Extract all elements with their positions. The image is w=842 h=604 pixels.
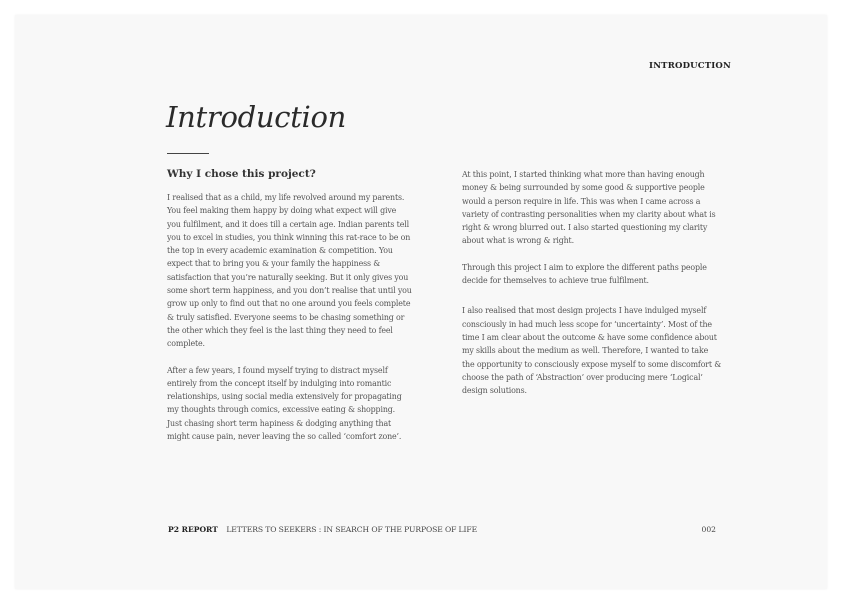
paragraph: At this point, I started thinking what more than having enough money & being surrounded by some good & supportive people would a person require in life. This was when I came across a variety of contrasting personalities when my clarity about what is right & wrong blurred out. I also started questioning my clarity about what is wrong & right.	[462, 170, 716, 246]
paragraph: Through this project I aim to explore the different paths people decide for themselves to achieve true fulfilment.	[462, 262, 707, 286]
section-subheading: Why I chose this project?	[167, 168, 316, 180]
footer-report-label: P2 REPORT	[168, 525, 218, 534]
paragraph: I realised that as a child, my life revolved around my parents. You feel making them happy by doing what expect will give you fulfilment, and it does till a certain age. Indian parents tell you to excel in studies, you think winning this rat-race to be on the top in every academic examination & competition. You expect that to bring you & your family the happiness & satisfaction that you’re naturally seeking. But it only gives you some short term happiness, and you don’t realise that until you grow up only to find out that no one around you feels complete & truly satisfied. Everyone seems to be chasing something or the other which they feel is the last thing they need to feel complete.	[167, 193, 412, 349]
page-title: Introduction	[166, 100, 347, 134]
running-header: INTRODUCTION	[649, 61, 731, 71]
page-footer	[168, 525, 716, 534]
left-text-column	[167, 191, 412, 443]
page-number: 002	[701, 525, 716, 534]
paragraph: I also realised that most design projects I have indulged myself consciously in had much less scope for ‘uncertainty’. Most of the time I am clear about the outcome & have some confidence about my skills about the medium as well. Therefore, I wanted to take the opportunity to consciously expose myself to some discomfort & choose the path of ‘Abstraction’ over producing mere ‘Logical’ design solutions.	[462, 306, 722, 396]
paragraph: After a few years, I found myself trying to distract myself entirely from the concept itself by indulging into romantic relationships, using social media extensively for propagating my thoughts through comics, excessive eating & shopping. Just chasing short term hapiness & dodging anything that might cause pain, never leaving the so called ‘comfort zone’.	[167, 365, 402, 442]
footer-title-group	[168, 525, 477, 534]
footer-document-title: LETTERS TO SEEKERS : IN SEARCH OF THE PURPOSE OF LIFE	[226, 525, 478, 534]
title-underline-divider	[167, 153, 209, 154]
right-text-column	[462, 168, 722, 397]
